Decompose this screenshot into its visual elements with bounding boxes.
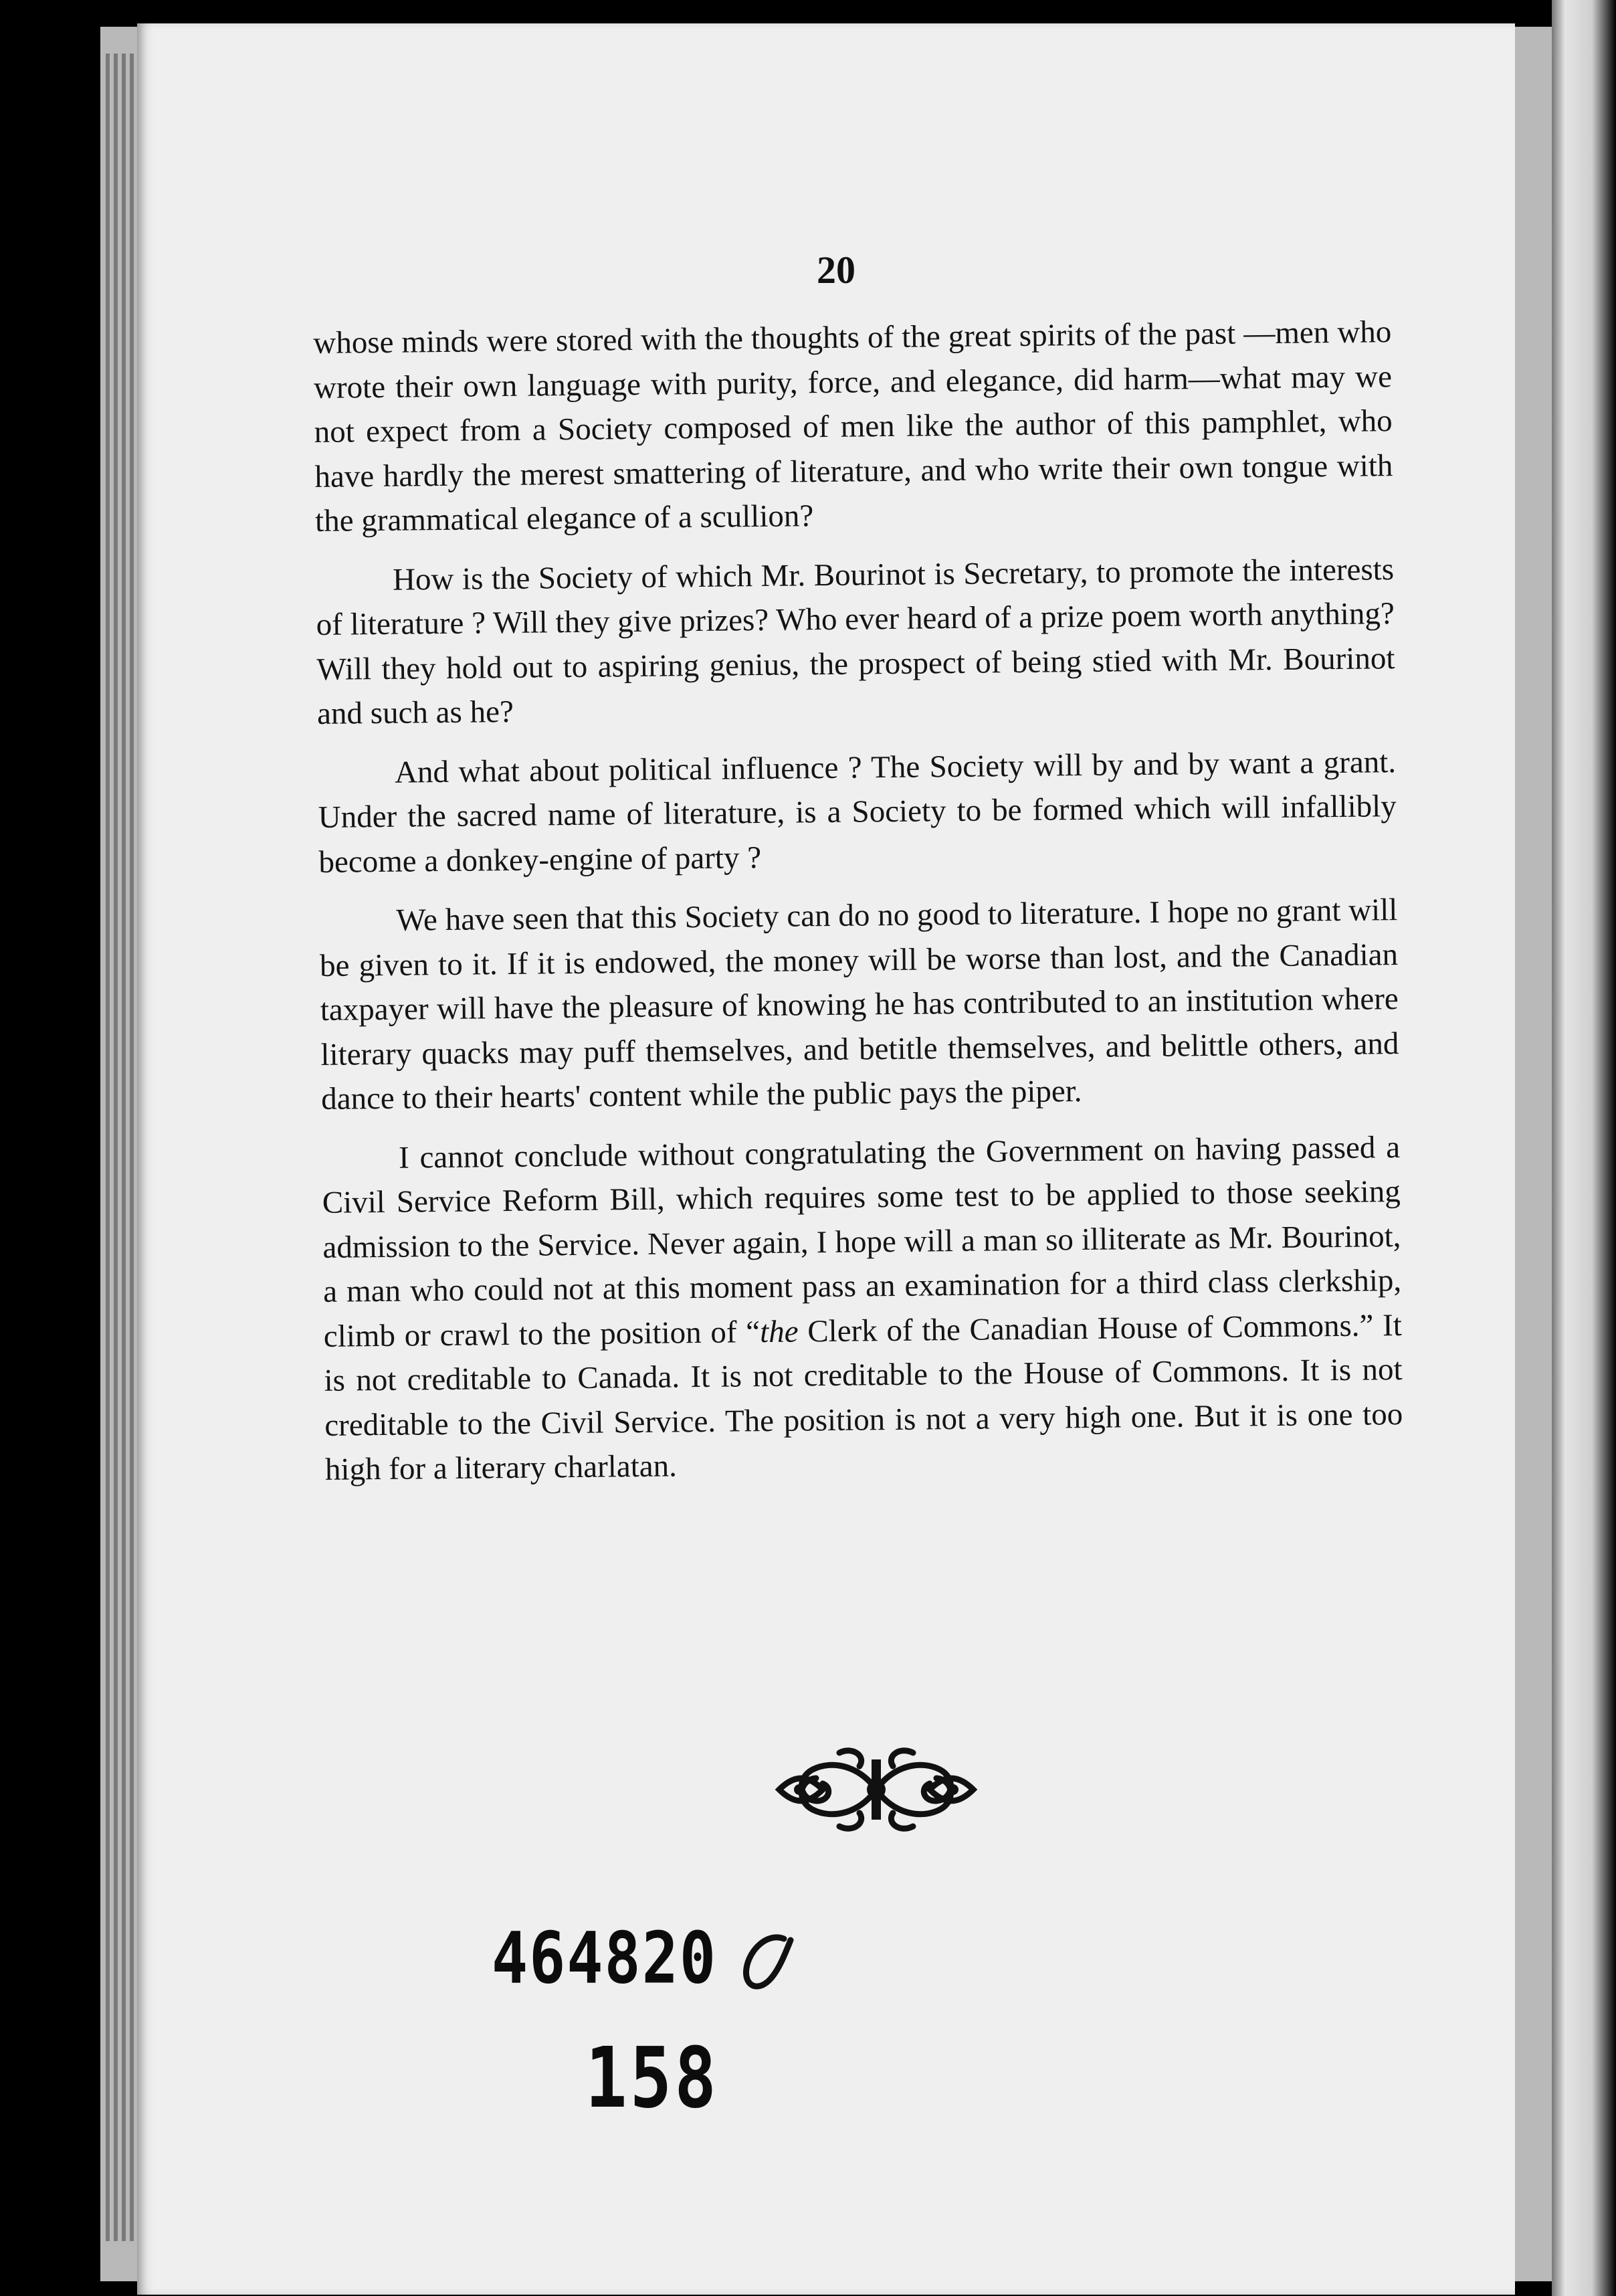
adjacent-page-strip	[1552, 0, 1616, 2296]
decorative-scroll-ornament-icon	[759, 1739, 993, 1840]
handwritten-check-mark-icon	[737, 1927, 797, 2000]
page-edge	[114, 54, 118, 2241]
paragraph: And what about political influence ? The Society will by and by want a grant. Under the sacred name of literature, is a Society to be formed which will infallibly become a donkey-engine of party ?	[318, 744, 1397, 880]
paragraph-text: I cannot conclude without congratulating the Government on having passed a Civil Service Reform Bill, which requires some test to be applied to those seeking admission to the Service. Never again, I hope will a man so illiterate as Mr. Bourinot, a man who could not at this moment pass an examination for a third class clerkship, climb or crawl to the position of “	[322, 1129, 1402, 1354]
paragraph: How is the Society of which Mr. Bourinot is Secretary, to promote the interests of literature ? Will they give prizes? Who ever heard of a prize poem worth anything? Will they hold out to aspiring genius, the prospect of being stied with Mr. Bourinot and such as he?	[316, 551, 1395, 731]
page-edge	[106, 54, 110, 2241]
page-edge	[122, 54, 126, 2241]
italic-text: the	[759, 1313, 799, 1349]
paragraph: We have seen that this Society can do no good to literature. I hope no grant will be given to it. If it is endowed, the money will be worse than lost, and the Canadian taxpayer will have the pleasure of knowing he has contributed to an institution where literary quacks may puff themselves, and betitle themselves, and belittle others, and dance to their hearts' content while the public pays the piper.	[319, 892, 1399, 1117]
paragraph	[322, 1125, 1403, 1493]
catalog-stamp-number: 464820	[492, 1917, 718, 2000]
catalog-stamp-number: 158	[585, 2028, 719, 2127]
body-text	[313, 310, 1403, 1507]
page-edge	[130, 54, 134, 2241]
paragraph-text: Clerk of the Canadian House of Commons.” It is not creditable to Canada. It is not creditable to the House of Commons. It is not creditable to the Civil Service. The position is not a very high one. But it is one too high for a literary charlatan.	[324, 1307, 1403, 1487]
page-number: 20	[817, 248, 855, 292]
paragraph: whose minds were stored with the thoughts of the great spirits of the past —men who wrote their own language with purity, force, and elegance, did harm—what may we not expect from a Society composed of men like the author of this pamphlet, who have hardly the merest smattering of literature, and who write their own tongue with the grammatical elegance of a scullion?	[313, 314, 1393, 539]
